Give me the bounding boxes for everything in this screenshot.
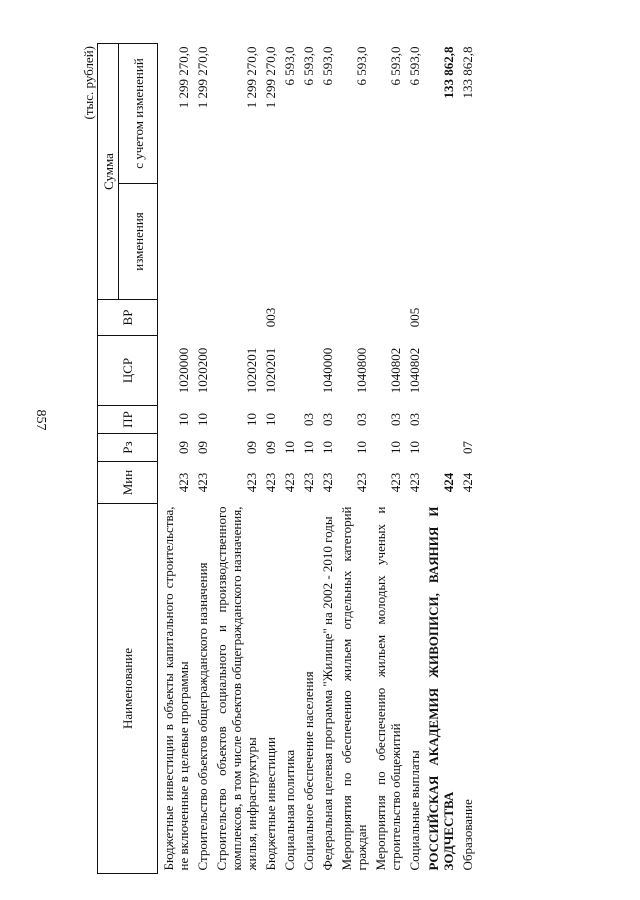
header-rz: Рз xyxy=(98,434,158,462)
cell-min: 423 xyxy=(354,472,369,493)
table-header-row xyxy=(98,44,119,874)
cell-csr: 1040800 xyxy=(354,347,369,394)
units-label: (тыс. рублей) xyxy=(81,46,96,120)
cell-csr: 1020200 xyxy=(195,347,210,394)
cell-with-changes: 6 593,0 xyxy=(354,46,369,86)
cell-rz: 10 xyxy=(320,441,335,454)
cell-with-changes: 6 593,0 xyxy=(407,46,422,86)
cell-changes xyxy=(317,184,336,300)
cell-changes xyxy=(279,184,298,300)
cell-name: Строительство объектов социального и производственного комплексов, в том числе объектов общегражданского назначения, жилья, инфраструктуры xyxy=(214,506,259,871)
cell-name: Федеральная целевая программа "Жилище" на 2002 - 2010 годы xyxy=(320,516,335,871)
cell-pr: 03 xyxy=(320,413,335,426)
cell-min: 423 xyxy=(282,472,297,493)
cell-min: 423 xyxy=(388,472,403,493)
header-changes: изменения xyxy=(119,184,158,300)
cell-pr xyxy=(423,406,457,434)
cell-name: Бюджетные инвестиции xyxy=(263,737,278,871)
cell-rz: 07 xyxy=(460,441,475,454)
cell-min: 423 xyxy=(320,472,335,493)
cell-with-changes: 6 593,0 xyxy=(282,46,297,86)
table-row xyxy=(192,44,211,874)
cell-vr xyxy=(279,300,298,336)
cell-with-changes: 133 862,8 xyxy=(441,46,456,99)
cell-changes xyxy=(457,184,476,300)
cell-name: Образование xyxy=(460,799,475,871)
cell-vr xyxy=(158,300,193,336)
cell-vr: 005 xyxy=(407,307,422,328)
header-pr: ПР xyxy=(98,406,158,434)
cell-csr: 1020201 xyxy=(244,347,259,394)
cell-min: 423 xyxy=(301,472,316,493)
cell-with-changes: 1 299 270,0 xyxy=(176,46,191,109)
cell-changes xyxy=(211,184,260,300)
cell-changes xyxy=(370,184,404,300)
cell-vr: 003 xyxy=(263,307,278,328)
cell-name: Мероприятия по обеспечению жильем отдельных категорий граждан xyxy=(339,506,369,871)
table-row xyxy=(404,44,423,874)
cell-rz: 10 xyxy=(301,441,316,454)
cell-rz: 10 xyxy=(354,441,369,454)
cell-rz: 10 xyxy=(407,441,422,454)
header-min: Мин xyxy=(98,462,158,504)
table-row xyxy=(211,44,260,874)
cell-changes xyxy=(192,184,211,300)
cell-changes xyxy=(423,184,457,300)
cell-pr: 10 xyxy=(176,413,191,426)
cell-csr xyxy=(298,336,317,406)
cell-csr xyxy=(457,336,476,406)
cell-changes xyxy=(260,184,279,300)
cell-pr: 10 xyxy=(195,413,210,426)
table-row xyxy=(158,44,193,874)
cell-vr xyxy=(192,300,211,336)
cell-vr xyxy=(211,300,260,336)
cell-pr: 03 xyxy=(388,413,403,426)
cell-csr: 1040802 xyxy=(388,347,403,394)
cell-changes xyxy=(404,184,423,300)
cell-with-changes: 6 593,0 xyxy=(388,46,403,86)
cell-pr: 10 xyxy=(244,413,259,426)
cell-with-changes: 1 299 270,0 xyxy=(244,46,259,109)
cell-vr xyxy=(370,300,404,336)
budget-table xyxy=(97,43,476,874)
cell-name: Социальное обеспечение населения xyxy=(301,671,316,871)
cell-rz: 10 xyxy=(282,441,297,454)
cell-name: Бюджетные инвестиции в объекты капитального строительства, не включенные в целевые программы xyxy=(161,506,191,871)
table-row xyxy=(370,44,404,874)
cell-min: 423 xyxy=(176,472,191,493)
cell-changes xyxy=(298,184,317,300)
cell-name: Социальные выплаты xyxy=(407,750,422,871)
page-number: 857 xyxy=(33,409,48,431)
cell-csr xyxy=(279,336,298,406)
cell-csr: 1040000 xyxy=(320,347,335,394)
header-vr: ВР xyxy=(98,300,158,336)
table-row xyxy=(457,44,476,874)
table-row xyxy=(279,44,298,874)
table-row xyxy=(260,44,279,874)
cell-vr xyxy=(317,300,336,336)
header-sum: Сумма xyxy=(98,44,119,300)
cell-vr xyxy=(298,300,317,336)
cell-changes xyxy=(336,184,370,300)
cell-name: Строительство объектов общегражданского назначения xyxy=(195,562,210,871)
table-body xyxy=(158,44,477,874)
header-csr: ЦСР xyxy=(98,336,158,406)
cell-rz: 09 xyxy=(244,441,259,454)
cell-csr: 1020000 xyxy=(176,347,191,394)
cell-name: РОССИЙСКАЯ АКАДЕМИЯ ЖИВОПИСИ, ВАЯНИЯ И ЗОДЧЕСТВА xyxy=(426,506,456,871)
cell-min: 423 xyxy=(244,472,259,493)
cell-csr xyxy=(423,336,457,406)
cell-rz: 09 xyxy=(263,441,278,454)
cell-min: 424 xyxy=(441,472,456,493)
table-row xyxy=(298,44,317,874)
cell-vr xyxy=(423,300,457,336)
cell-rz: 09 xyxy=(176,441,191,454)
cell-changes xyxy=(158,184,193,300)
cell-with-changes: 133 862,8 xyxy=(460,46,475,99)
cell-name: Мероприятия по обеспечению жильем молодых ученых и строительство общежитий xyxy=(373,506,403,871)
cell-rz: 09 xyxy=(195,441,210,454)
table-row xyxy=(336,44,370,874)
rotated-page xyxy=(75,38,600,878)
cell-pr xyxy=(279,406,298,434)
cell-pr: 03 xyxy=(301,413,316,426)
cell-min: 423 xyxy=(195,472,210,493)
cell-csr: 1020201 xyxy=(263,347,278,394)
cell-min: 423 xyxy=(263,472,278,493)
cell-with-changes: 1 299 270,0 xyxy=(195,46,210,109)
cell-rz: 10 xyxy=(388,441,403,454)
table-row xyxy=(423,44,457,874)
cell-pr: 03 xyxy=(354,413,369,426)
cell-min: 424 xyxy=(460,472,475,493)
cell-pr: 10 xyxy=(263,413,278,426)
cell-vr xyxy=(336,300,370,336)
cell-pr: 03 xyxy=(407,413,422,426)
cell-with-changes: 1 299 270,0 xyxy=(263,46,278,109)
cell-csr: 1040802 xyxy=(407,347,422,394)
cell-name: Социальная политика xyxy=(282,749,297,871)
cell-pr xyxy=(457,406,476,434)
cell-vr xyxy=(457,300,476,336)
cell-with-changes: 6 593,0 xyxy=(301,46,316,86)
table-row xyxy=(317,44,336,874)
header-with-changes: с учетом изменений xyxy=(119,44,158,184)
header-name: Наименование xyxy=(98,504,158,874)
cell-min: 423 xyxy=(407,472,422,493)
cell-with-changes: 6 593,0 xyxy=(320,46,335,86)
cell-rz xyxy=(423,434,457,462)
